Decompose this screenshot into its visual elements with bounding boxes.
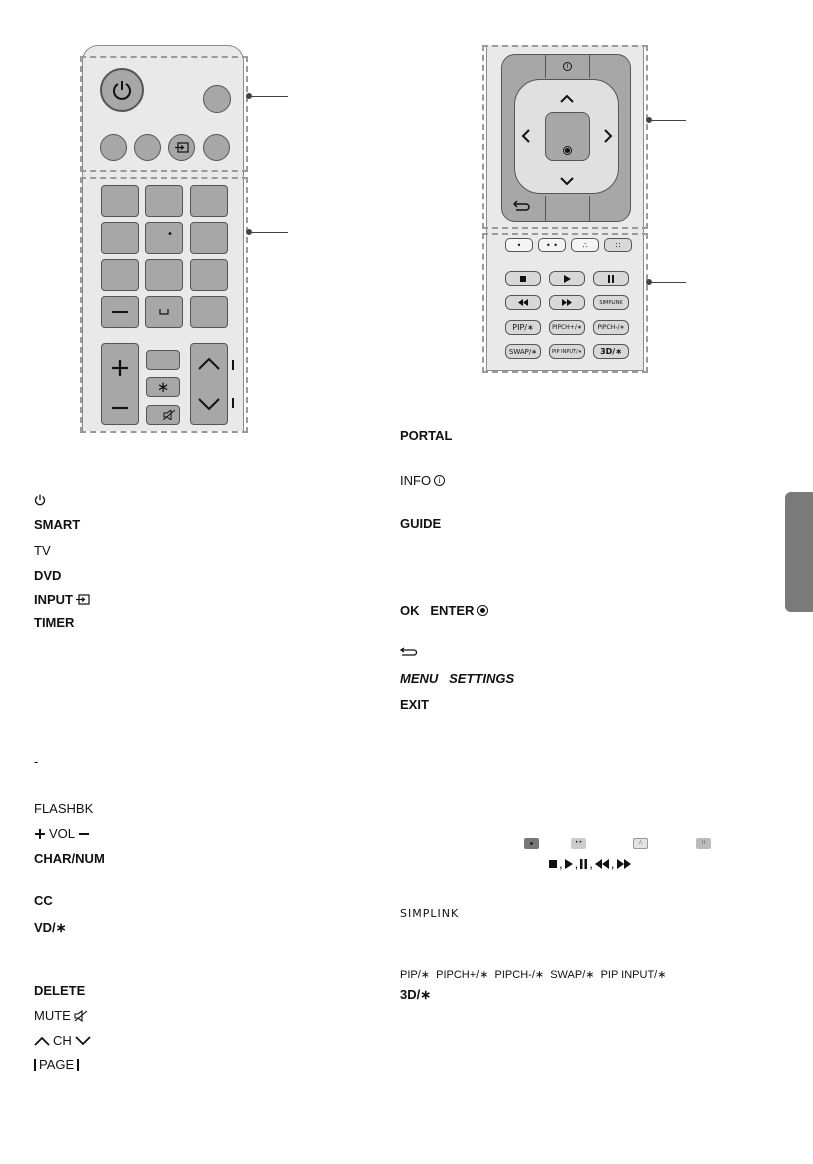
plus-icon [34, 828, 46, 840]
simplink-label: SIMPLINK [599, 299, 623, 306]
swap-label: SWAP/∗ [508, 347, 538, 356]
remote-number-key [190, 296, 228, 328]
play-button [549, 271, 585, 286]
label-text: GUIDE [400, 516, 442, 531]
label-simplink [400, 906, 459, 921]
media-pause-icon [580, 859, 587, 869]
plus-icon [110, 358, 130, 378]
nav-left-icon [521, 128, 531, 144]
label-text: DELETE [34, 983, 86, 998]
pipch-plus-label: PIPCH+/∗ [552, 324, 582, 331]
fast-forward-button [549, 295, 585, 310]
mute-icon [74, 1010, 88, 1022]
pip-input-label: PIP INPUT/∗ [552, 348, 582, 355]
red-button [505, 238, 533, 252]
page-down-mark [232, 398, 234, 408]
callout-line [250, 232, 288, 233]
3d-label: 3D/∗ [600, 347, 622, 356]
blue-button [604, 238, 632, 252]
media-rewind-icon [595, 859, 609, 869]
mute-icon [163, 410, 175, 420]
label-text: CHAR/NUM [34, 851, 105, 866]
remote-dvd-button [134, 134, 161, 161]
remote-channel-rocker [190, 343, 228, 425]
remote-number-key [190, 222, 228, 254]
power-icon [111, 79, 133, 101]
label-text: FLASHBK [34, 801, 94, 816]
swap-button [505, 344, 541, 359]
label-text: PORTAL [400, 428, 453, 443]
stop-button [505, 271, 541, 286]
media-play-icon [564, 275, 571, 283]
pipch-minus-label: PIPCH-/∗ [597, 324, 625, 331]
input-icon [175, 142, 189, 154]
label-dvd [34, 568, 61, 583]
label-pip-row [400, 968, 666, 983]
dot-mark: • [167, 228, 173, 240]
chevron-up-icon [34, 1036, 50, 1046]
label-smart [34, 517, 80, 532]
label-ok-enter [400, 603, 488, 618]
remote-number-key [190, 259, 228, 291]
callout-line [650, 120, 686, 121]
pip-input-button [549, 344, 585, 359]
label-page [34, 1057, 79, 1072]
label-flashbk [34, 801, 93, 816]
remote-asterisk-button [146, 377, 180, 397]
label-text: EXIT [400, 697, 429, 712]
chevron-up-icon [197, 357, 221, 371]
remote-number-key [145, 222, 183, 254]
page-up-mark [232, 360, 234, 370]
rewind-button [505, 295, 541, 310]
label-volume [34, 826, 90, 841]
label-mute [34, 1008, 88, 1023]
nav-pad-divider [589, 54, 590, 78]
asterisk-glyph: ∗ [156, 378, 170, 396]
label-text: VOL [49, 826, 76, 841]
media-icons-row: , , , , [549, 856, 631, 871]
label-text: - [34, 754, 39, 769]
yellow-button [571, 238, 599, 252]
label-text: PAGE [39, 1057, 75, 1072]
pipch-minus-button [593, 320, 629, 335]
dot-mark: • [516, 240, 522, 250]
label-channel [34, 1033, 91, 1048]
green-key-swatch: • • [571, 838, 586, 849]
yellow-key-swatch: ∴ [633, 838, 648, 849]
label-text: CH [53, 1033, 72, 1048]
pip-label: PIP/∗ [512, 323, 534, 332]
remote-timer-button [203, 134, 230, 161]
nav-pad-divider [545, 54, 546, 78]
media-pause-icon [608, 275, 614, 283]
3d-button [593, 344, 629, 359]
label-delete [34, 983, 85, 998]
media-rewind-icon [518, 299, 528, 306]
remote-mute-button [146, 405, 180, 425]
label-timer [34, 615, 74, 630]
page-down-mark [77, 1059, 79, 1071]
label-text: MENU SETTINGS [400, 671, 515, 686]
media-fast-forward-icon [562, 299, 572, 306]
label-input [34, 592, 90, 607]
remote-number-key [101, 185, 139, 217]
label-vd [34, 920, 67, 935]
simplink-button [593, 295, 629, 310]
blue-key-swatch: ∷ [696, 838, 711, 849]
green-button [538, 238, 566, 252]
nav-right-icon [603, 128, 613, 144]
nav-pad-divider [589, 196, 590, 222]
power-icon [34, 494, 46, 506]
remote-number-key [145, 185, 183, 217]
page-up-mark [34, 1059, 36, 1071]
back-icon [400, 647, 418, 657]
nav-pad-divider [545, 196, 546, 222]
input-icon [76, 594, 90, 606]
ok-target-icon [563, 146, 572, 155]
label-text: SMART [34, 517, 81, 532]
space-icon [159, 309, 169, 315]
label-guide [400, 516, 441, 531]
pipch-plus-button [549, 320, 585, 335]
media-stop-icon [520, 276, 526, 282]
label-back [400, 647, 421, 657]
callout-line [250, 96, 288, 97]
media-play-icon [565, 859, 573, 869]
label-char-num [34, 851, 105, 866]
remote-power-button [100, 68, 144, 112]
label-portal [400, 428, 452, 443]
minus-icon [78, 832, 90, 836]
chevron-down-icon [75, 1036, 91, 1046]
label-text: INFO [400, 473, 432, 488]
label-text: DVD [34, 568, 62, 583]
nav-down-icon [559, 176, 575, 186]
minus-glyph-icon [112, 311, 128, 313]
remote-dash-key [101, 296, 139, 328]
remote-number-key [101, 222, 139, 254]
label-text: CC [34, 893, 53, 908]
label-text: VD/∗ [34, 920, 67, 935]
label-tv [34, 543, 51, 558]
label-info [400, 473, 445, 488]
remote-smart-button [203, 85, 231, 113]
label-text: TIMER [34, 615, 75, 630]
dot-mark: ∴ [582, 240, 588, 250]
label-text: OK ENTER [400, 603, 475, 618]
minus-icon [110, 406, 130, 410]
label-exit [400, 697, 429, 712]
label-3d [400, 987, 431, 1002]
label-text: TV [34, 543, 51, 558]
label-text: PIP/∗ PIPCH+/∗ PIPCH-/∗ SWAP/∗ PIP INPUT/∗ [400, 969, 667, 981]
media-stop-icon [549, 860, 557, 868]
label-text: SIMPLINK [400, 907, 460, 920]
dot-mark: • • [546, 240, 558, 250]
remote-flashbk-button [146, 350, 180, 370]
remote-number-key [190, 185, 228, 217]
remote-volume-rocker [101, 343, 139, 425]
remote-input-button [168, 134, 195, 161]
remote-space-key [145, 296, 183, 328]
callout-line [650, 282, 686, 283]
red-key-swatch [524, 838, 539, 849]
chevron-down-icon [197, 397, 221, 411]
label-power [34, 494, 49, 506]
label-menu-settings [400, 671, 514, 686]
info-icon: i [434, 475, 445, 486]
remote-tv-button [100, 134, 127, 161]
pause-button [593, 271, 629, 286]
label-text: 3D/∗ [400, 987, 432, 1002]
remote-number-key [101, 259, 139, 291]
ok-target-icon [477, 605, 488, 616]
remote-number-key [145, 259, 183, 291]
label-dash [34, 754, 38, 769]
media-fast-forward-icon [617, 859, 631, 869]
back-icon [513, 200, 531, 212]
dot-mark: ∷ [615, 240, 621, 250]
label-cc [34, 893, 53, 908]
label-text: INPUT [34, 592, 73, 607]
info-mark-icon: i [563, 62, 572, 71]
pip-button [505, 320, 541, 335]
nav-up-icon [559, 94, 575, 104]
label-text: MUTE [34, 1008, 71, 1023]
side-section-tab [785, 492, 813, 612]
